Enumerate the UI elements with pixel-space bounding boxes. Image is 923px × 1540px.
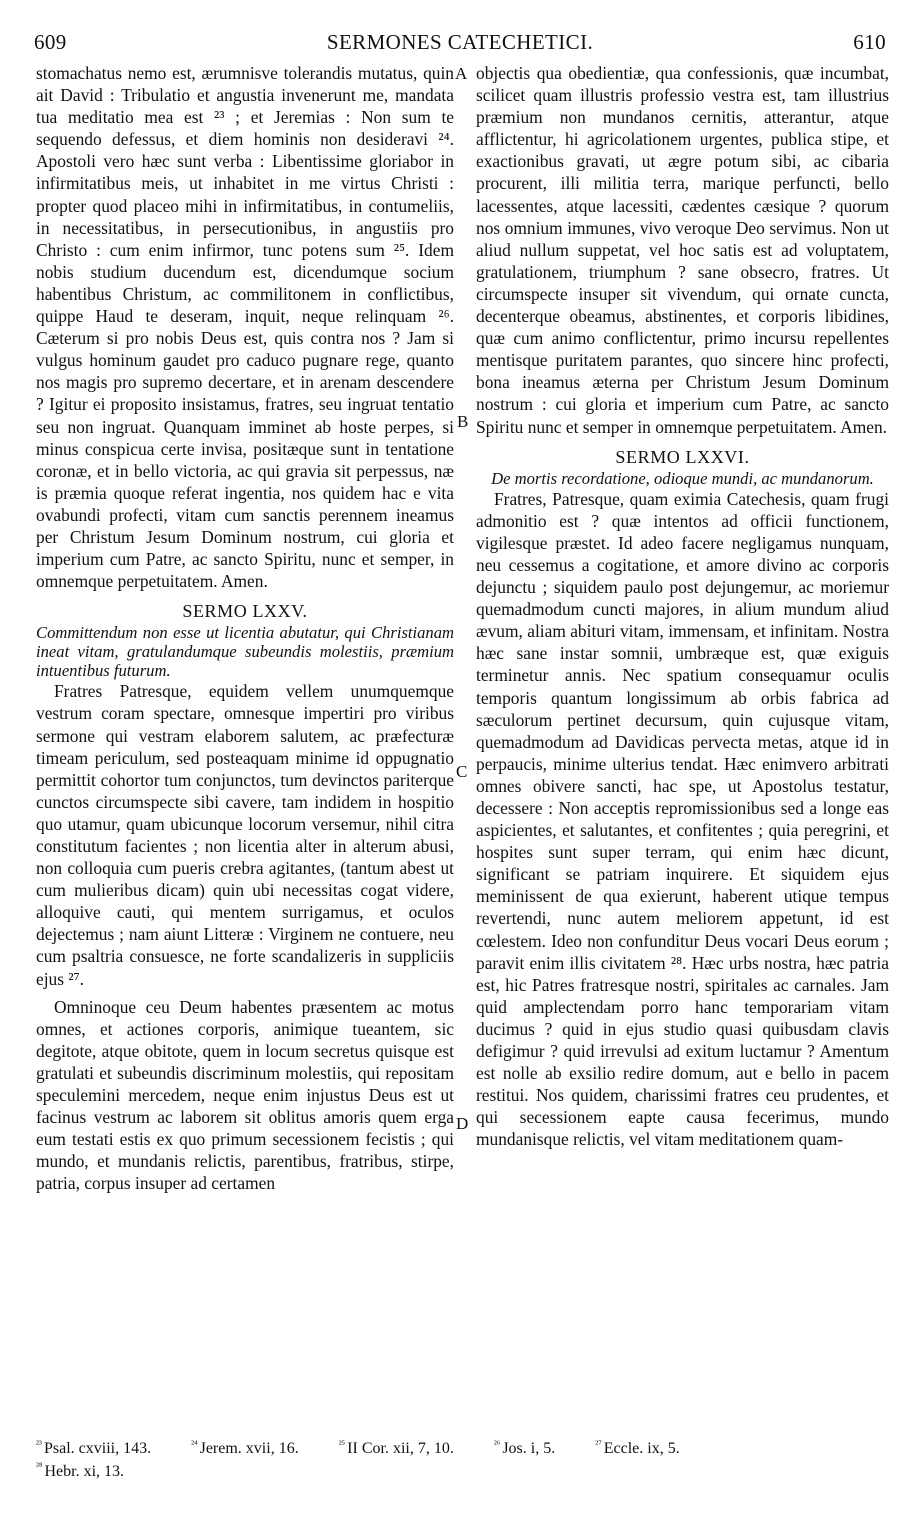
right-paragraph-1: objectis qua obedientiæ, qua confessionis, quæ incumbat, scilicet quam illustris professio vestra est, tam illustrius præmium non mundanos cernitis, atterantur, atque afflictentur, hi agricolationem urgentes, publica stipe, et exactionibus gravati, ut ægre potum sibi, ac cibaria procurent, illi militia terra, marique perfuncti, bello lacessentes, atque lacessiti, cædentes cæsique ? quorum nos omnium immunes, vivo veroque Deo servimus. Non ut aliud nullum suppetat, vel hoc satis est ad voluptatem, gratulationem, triumphum ? sane obsecro, fratres. Ut circumspecte insuper sit vivendum, qui ornate cuncta, decenterque obeamus, abstinentes, et corporis libidines, quæ cum animo conflictentur, primo incursu repellentes mentisque puritatem parantes, quo sincere hinc profecti, bona ineamus æterna per Christum Jesum Dominum nostrum : cui gloria et imperium cum Patre, ac sancto Spiritu nunc et semper in omnemque perpetuitatem. Amen.: [476, 63, 889, 437]
footnote-24: $^{^{24}}$ Jerem. xvii, 16.: [191, 1439, 299, 1458]
page-number-left: 609: [34, 30, 67, 54]
running-header: [34, 30, 886, 60]
sermo-lxxvi-title: SERMO LXXVI.: [615, 446, 750, 467]
left-paragraph-2: Fratres Patresque, equidem vellem unumquemque vestrum coram spectare, omnesque impertiri pro viribus sermone qui vestram elaborem salutem, ac præfecturæ timeam periculum, sed posteaquam minime id oppugnatio permittit cohortor tum conjunctos, tum devinctos pariterque cunctos circumspecte sibi cavere, tam indidem in hospitio quo utamur, quam ubicunque locorum versemur, nihil citra constitutum facientes ; non licentia alter in alterum abusi, non colloquia cum pueris crebra agitantes, (tantum abest ut cum mulieribus dicam) quin ubi necessitas cogat videre, alloquive cauti, qui mentem surrigamus, et oculos dejectemus ; nam aiunt Litteræ : Virginem ne contuere, neu cum psaltria consuesce, ne forte scandalizeris in suppliciis ejus ²⁷.: [36, 681, 454, 989]
footnote-line-1: [36, 1436, 896, 1458]
margin-letter-c: C: [456, 762, 468, 781]
footnote-27: $^{^{27}}$ Eccle. ix, 5.: [595, 1439, 680, 1458]
left-column: [36, 62, 454, 1195]
right-paragraph-2: Fratres, Patresque, quam eximia Catechesis, quam frugi admonitio est ? quæ intentos ad officii functionem, vigilesque præstet. Id adeo facere negligamus nunquam, neu cessemus a cogitatione, et amore divino ac corporis dejunctu ; siquidem paulo post dejungemur, ac moriemur quemadmodum cuncti majores, in alium mundum aliud ævum, aliam abituri vitam, immensam, et infinitam. Nostra hæc sane instar somnii, umbræque est, quæ exiguis terminetur annis. Nec spatium consequamur oculis temporis quantum longissimum ab orbis fabrica ad sæculorum pertinet decursum, quin cujusque vitam, quemadmodum ad Davidicas pervecta metas, atque id in perpaucis, minime ulterius tendat. Hæc enimvero arbitrati omnes obivere sancti, hac spe, ut Apostolus testatur, decessere : Non acceptis repromissionibus sed a longe eas aspicientes, et salutantes, et confitentes ; quia peregrini, et hospites sunt super terram, qui enim hæc dicunt, significant se patriam inquirere. Et siquidem ejus meminissent de qua exierunt, haberent utique tempus revertendi, nunc autem meliorem appetunt, id est cœlestem. Ideo non confunditur Deus vocari Deus eorum ; paravit enim illis civitatem ²⁸. Hæc urbs nostra, hæc patria est, hic Patres fratresque nostri, spiritales ac carnales. Jam quid amplectendam porro hanc temporariam vitam ducimus ? quid in ejus studio quasi quibusdam clavis defigimur ? quid irrevulsi ad exitum luctamur ? Amentum est nolle ab exsilio redire domum, aut e bello in pacem restitui. Nos quidem, charissimi fratres ceu prudentes, et qui secessionem eapte causa fecerimus, mundo mundanisque relictis, vel vitam meditationem quam-: [476, 488, 889, 1150]
footnote-28: $^{^{28}}$ Hebr. xi, 13.: [36, 1461, 125, 1480]
right-column: [476, 62, 889, 1151]
footnote-26: $^{^{26}}$ Jos. i, 5.: [493, 1439, 556, 1458]
footnote-line-2: [36, 1458, 896, 1480]
running-title: SERMONES CATECHETICI.: [326, 30, 594, 54]
sermo-lxxv-subtitle: Committendum non esse ut licentia abutatur, qui Christianam ineat vitam, gratulandumque subeundis molestiis, præmium intuentibus futurum.: [36, 623, 454, 681]
footnote-25: $^{^{25}}$ II Cor. xii, 7, 10.: [338, 1439, 454, 1458]
sermo-lxxv-title: SERMO LXXV.: [182, 601, 308, 622]
margin-letter-d: D: [456, 1114, 469, 1133]
left-paragraph-1: stomachatus nemo est, ærumnisve tolerandis mutatus, quin ait David : Tribulatio et angustia invenerunt me, mandata tua meditatio mea est ²³ ; et Jeremias : Non sum te sequendo defessus, et diem hominis non desideravi ²⁴. Apostoli vero hæc sunt verba : Libentissime gloriabor in infirmitatibus meis, ut inhabitet in me virtus Christi : propter quod placeo mihi in infirmitatibus, in contumeliis, in necessitatibus, in persecutionibus, in angustiis pro Christo : cum enim infirmor, tunc potens sum ²⁵. Idem nobis studium ducendum est, dicendumque socium habentibus Christum, ac commilitonem in conflictibus, quippe Haud te deseram, inquit, neque relinquam ²⁶. Cæterum si pro nobis Deus est, quis contra nos ? Jam si vulgus hominum gaudet pro caduco pugnare rege, quanto nos magis pro supremo decertare, et in arenam descendere ? Igitur ei proposito insistamus, fratres, seu ingruat tentatio seu non ingruat. Quanquam imminet ab hoste perpes, si minus conspicua certe invisa, positæque sunt in tentatione coronæ, et in bello victoria, ac qui gravia sit perpessus, næ is præmia quoque referat ingentia, nos quidem hac e vita ovabundi profecti, vitam cum sanctis perennem ineamus per Christum Jesum Dominum nostrum, cui gloria et imperium cum Patre, ac sancto Spiritu, nunc et semper, in omnemque perpetuitatem. Amen.: [36, 63, 454, 592]
footnote-23: $^{^{23}}$ Psal. cxviii, 143.: [36, 1439, 152, 1458]
sermo-lxxvi-subtitle: De mortis recordatione, odioque mundi, ac mundanorum.: [491, 468, 874, 488]
page-number-right: 610: [853, 30, 886, 54]
margin-letter-b: B: [457, 412, 469, 431]
left-paragraph-3: Omninoque ceu Deum habentes præsentem ac motus omnes, et actiones corporis, animique tueantem, sic degitote, atque obitote, quem in locum secretus quisque est gratulati et subeundis discriminum molestiis, qui repositam speculemini mercedem, neque enim injustus Deus est ut facinus vestrum ac laborem sit oblitus amoris quem erga eum testati estis ex quo primum secessionem fecistis ; qui mundo, et mundanis relictis, parentibus, fratribus, stirpe, patria, corpus insuper ad certamen: [36, 996, 454, 1194]
footnotes: [36, 1436, 896, 1481]
margin-letter-a: A: [455, 64, 468, 83]
